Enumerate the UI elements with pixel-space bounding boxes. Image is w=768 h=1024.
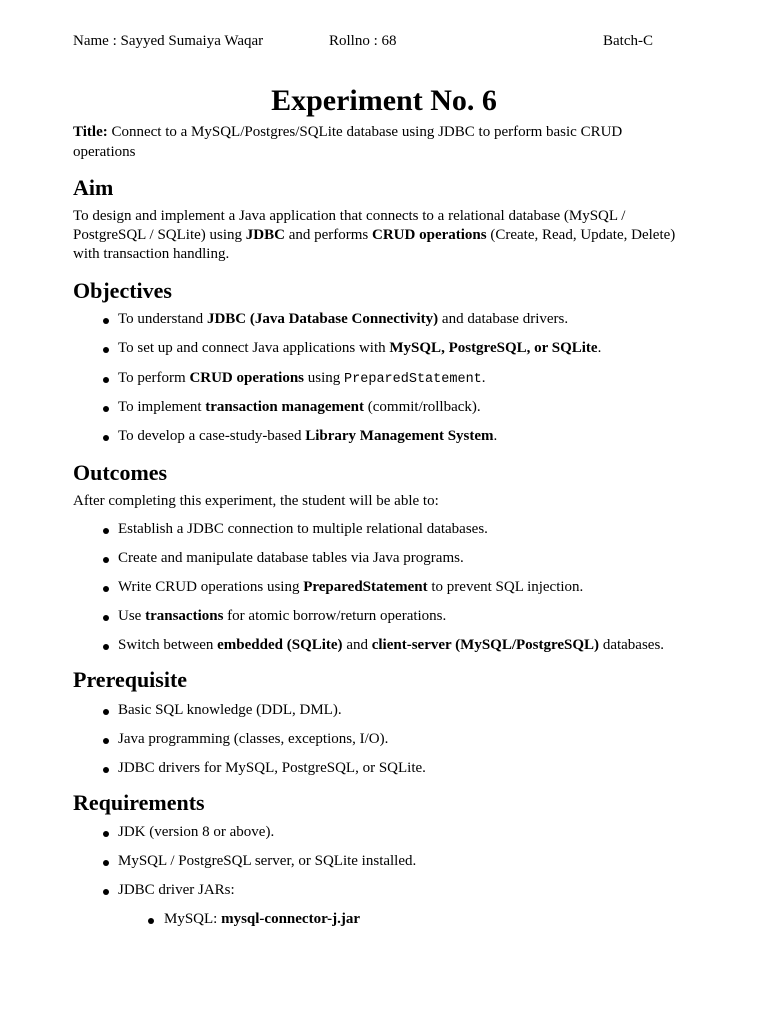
objective-item bbox=[118, 370, 486, 387]
item-text: To perform bbox=[118, 370, 190, 386]
item-text: To implement bbox=[118, 399, 206, 415]
bullet bbox=[148, 918, 154, 924]
item-text: To understand bbox=[118, 311, 207, 327]
aim-bold-jdbc: JDBC bbox=[245, 227, 285, 243]
requirement-item: MySQL / PostgreSQL server, or SQLite installed. bbox=[118, 853, 417, 869]
item-text: and database drivers. bbox=[438, 311, 569, 327]
bullet bbox=[103, 435, 109, 441]
objective-item bbox=[118, 311, 568, 328]
aim-heading: Aim bbox=[73, 175, 114, 200]
bullet bbox=[103, 644, 109, 650]
bullet bbox=[103, 377, 109, 383]
item-text: . bbox=[481, 370, 486, 386]
item-bold: mysql-connector-j.jar bbox=[221, 911, 361, 927]
outcome-item bbox=[118, 579, 583, 596]
item-text: Switch between bbox=[118, 637, 218, 653]
objective-item bbox=[118, 340, 601, 357]
item-text: using bbox=[304, 370, 345, 386]
bullet bbox=[103, 615, 109, 621]
item-bold: MySQL, PostgreSQL, or SQLite bbox=[389, 340, 598, 356]
outcome-item: Create and manipulate database tables via Java programs. bbox=[118, 550, 464, 566]
student-name: Name : Sayyed Sumaiya Waqar bbox=[73, 33, 264, 49]
aim-text: and performs bbox=[284, 227, 373, 243]
aim-line-1: To design and implement a Java application that connects to a relational database (MySQL / bbox=[73, 208, 626, 224]
item-text: . bbox=[493, 428, 498, 444]
item-text: Write CRUD operations using bbox=[118, 579, 304, 595]
item-bold: PreparedStatement bbox=[303, 579, 428, 595]
aim-line-2 bbox=[73, 226, 675, 245]
outcome-item bbox=[118, 637, 664, 654]
bullet bbox=[103, 318, 109, 324]
prerequisite-heading: Prerequisite bbox=[73, 667, 188, 692]
title-text: Connect to a MySQL/Postgres/SQLite database using JDBC to perform basic CRUD bbox=[107, 124, 623, 140]
item-text: To develop a case-study-based bbox=[118, 428, 306, 444]
bullet bbox=[103, 767, 109, 773]
item-bold: CRUD operations bbox=[189, 370, 305, 386]
item-bold: Library Management System bbox=[305, 428, 494, 444]
prerequisite-item: JDBC drivers for MySQL, PostgreSQL, or SQLite. bbox=[118, 760, 426, 776]
bullet bbox=[103, 586, 109, 592]
item-bold: JDBC (Java Database Connectivity) bbox=[206, 311, 439, 327]
title-line-2: operations bbox=[73, 144, 136, 160]
title-label: Title: bbox=[73, 124, 108, 140]
bullet bbox=[103, 860, 109, 866]
item-bold: client-server (MySQL/PostgreSQL) bbox=[371, 637, 600, 653]
objectives-heading: Objectives bbox=[73, 278, 172, 303]
objective-item bbox=[118, 399, 481, 416]
bullet bbox=[103, 557, 109, 563]
item-text: databases. bbox=[599, 637, 665, 653]
outcome-item bbox=[118, 608, 446, 625]
requirements-heading: Requirements bbox=[73, 790, 205, 815]
page-title: Experiment No. 6 bbox=[271, 84, 497, 117]
batch-label: Batch-C bbox=[603, 33, 653, 49]
title-line bbox=[73, 123, 622, 142]
bullet bbox=[103, 528, 109, 534]
aim-text: (Create, Read, Update, Delete) bbox=[486, 227, 676, 243]
aim-text: PostgreSQL / SQLite) using bbox=[73, 227, 246, 243]
item-bold: transaction management bbox=[205, 399, 365, 415]
item-text: To set up and connect Java applications with bbox=[118, 340, 390, 356]
prerequisite-item: Java programming (classes, exceptions, I/O). bbox=[118, 731, 389, 747]
requirement-item: JDBC driver JARs: bbox=[118, 882, 235, 898]
outcomes-heading: Outcomes bbox=[73, 460, 168, 485]
objective-item bbox=[118, 428, 497, 445]
roll-number: Rollno : 68 bbox=[329, 33, 397, 49]
aim-line-3: with transaction handling. bbox=[73, 246, 230, 262]
item-text: (commit/rollback). bbox=[364, 399, 481, 415]
prerequisite-item: Basic SQL knowledge (DDL, DML). bbox=[118, 702, 342, 718]
item-text: for atomic borrow/return operations. bbox=[223, 608, 447, 624]
bullet bbox=[103, 831, 109, 837]
outcome-item: Establish a JDBC connection to multiple relational databases. bbox=[118, 521, 488, 537]
aim-bold-crud: CRUD operations bbox=[372, 227, 487, 243]
bullet bbox=[103, 406, 109, 412]
item-text: Use bbox=[118, 608, 146, 624]
bullet bbox=[103, 709, 109, 715]
item-text: and bbox=[342, 637, 372, 653]
bullet bbox=[103, 738, 109, 744]
bullet bbox=[103, 347, 109, 353]
outcomes-intro: After completing this experiment, the student will be able to: bbox=[73, 493, 439, 509]
bullet bbox=[103, 889, 109, 895]
item-code: PreparedStatement bbox=[344, 372, 482, 387]
item-text: to prevent SQL injection. bbox=[427, 579, 584, 595]
item-text: . bbox=[597, 340, 602, 356]
item-bold: transactions bbox=[145, 608, 224, 624]
requirement-item: JDK (version 8 or above). bbox=[118, 824, 275, 840]
item-text: MySQL: bbox=[164, 911, 222, 927]
item-bold: embedded (SQLite) bbox=[217, 637, 343, 653]
requirement-subitem bbox=[164, 911, 360, 928]
